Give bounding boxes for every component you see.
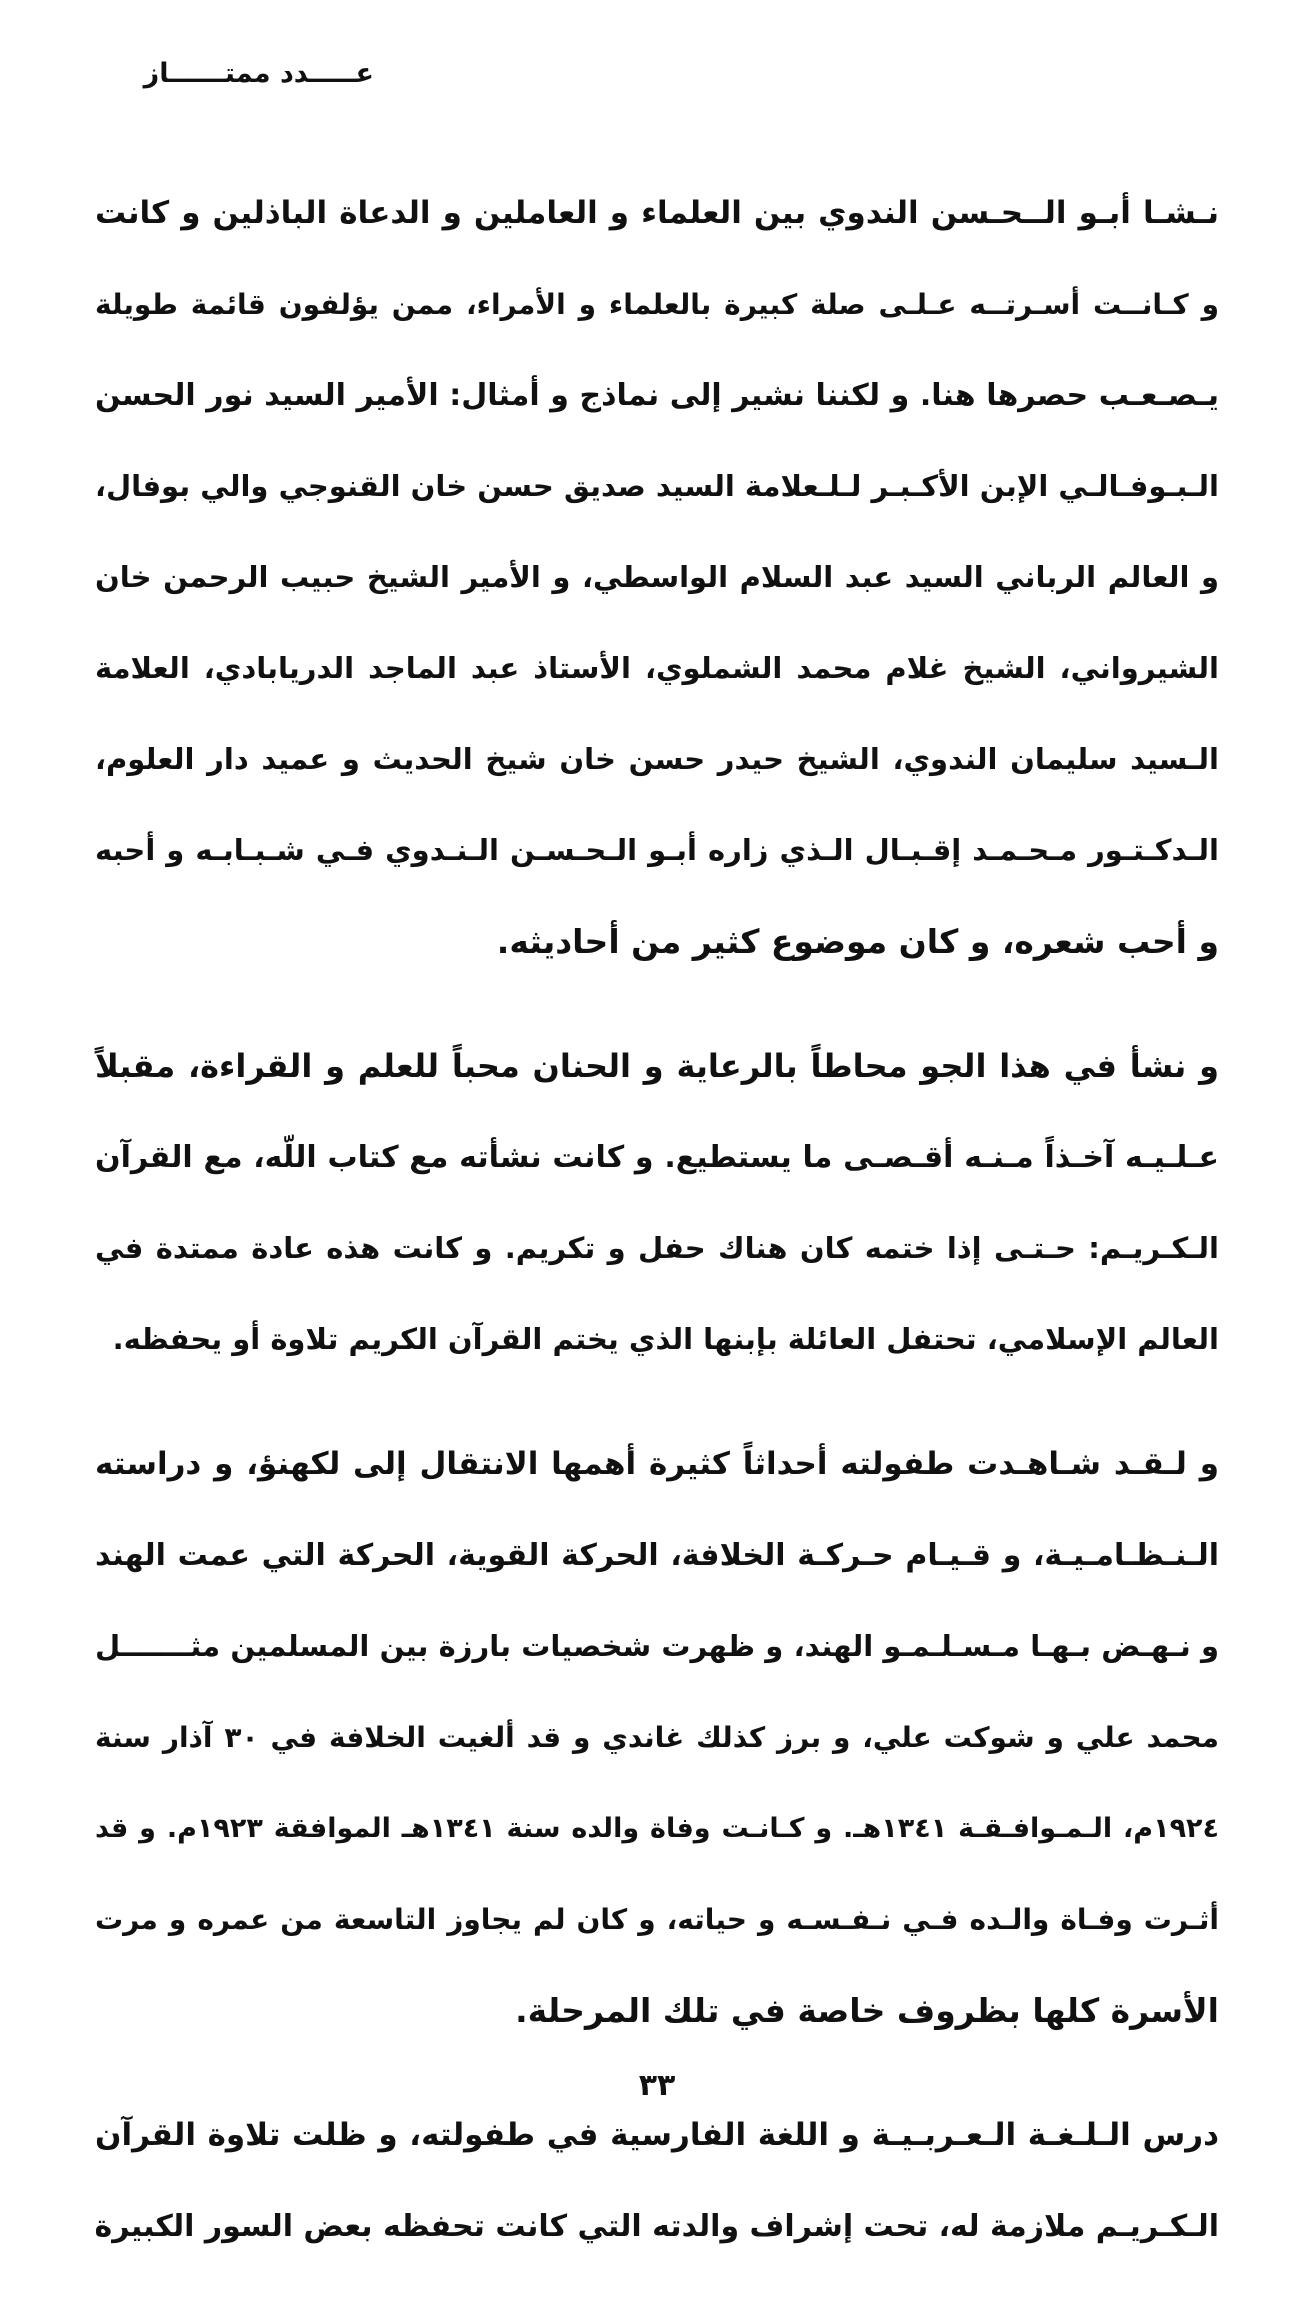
- text-line: و كـانــت أسـرتــه عـلـى صلة كبيرة بالعلماء و الأمراء، ممن يؤلفون قائمة طويلة: [95, 288, 1219, 321]
- text-line: و أحب شعره، و كان موضوع كثير من أحاديثه.: [496, 922, 1219, 961]
- text-line: و نـهـض بـهـا مـسـلـمـو الهند، و ظهرت شخصيات بارزة بين المسلمين مثـــــــل: [95, 1629, 1219, 1663]
- body-text: [95, 168, 1219, 2306]
- text-line: الـنـظـامـيـة، و قـيـام حـركـة الخلافة، الحركة القوية، الحركة التي عمت الهند: [95, 1538, 1219, 1573]
- text-line: الـكـريـم: حـتـى إذا ختمه كان هناك حفل و تكريم. و كانت هذه عادة ممتدة في: [95, 1231, 1219, 1265]
- text-line: الشيرواني، الشيخ غلام محمد الشملوي، الأستاذ عبد الماجد الدريابادي، العلامة: [95, 651, 1219, 685]
- text-line: الأسرة كلها بظروف خاصة في تلك المرحلة.: [515, 1991, 1219, 2030]
- text-line: درس الـلـغـة الـعـربـيـة و اللغة الفارسية في طفولته، و ظلت تلاوة القرآن: [95, 2117, 1219, 2153]
- paragraph-4: [95, 2090, 1219, 2272]
- text-line: يـصـعـب حصرها هنا. و لكننا نشير إلى نماذج و أمثال: الأمير السيد نور الحسن: [95, 378, 1219, 413]
- paragraph-1: [95, 168, 1219, 987]
- text-line: الـكـريـم ملازمة له، تحت إشراف والدته التي كانت تحفظه بعض السور الكبيرة: [94, 2209, 1219, 2244]
- text-line: محمد علي و شوكت علي، و برز كذلك غاندي و قد ألغيت الخلافة في ٣٠ آذار سنة: [95, 1721, 1220, 1754]
- page-number: ٣٣: [638, 2068, 676, 2103]
- text-line: عـلـيـه آخـذاً مـنـه أقـصـى ما يستطيع. و كانت نشأته مع كتاب اللّه، مع القرآن: [95, 1140, 1219, 1175]
- text-line: الـبـوفـالـي الإبن الأكـبـر لـلـعلامة السيد صديق حسن خان القنوجي والي بوفال،: [95, 469, 1219, 503]
- text-line: أثـرت وفـاة والـده فـي نـفـسـه و حياته، و كان لم يجاوز التاسعة من عمره و مرت: [95, 1903, 1219, 1936]
- text-line: الـدكـتـور مـحـمـد إقـبـال الـذي زاره أبـو الـحـسـن الـنـدوي فـي شـبـابـه و أحبه: [95, 833, 1219, 867]
- text-line: و لـقـد شـاهـدت طفولته أحداثاً كثيرة أهمها الانتقال إلى لكهنؤ، و دراسته: [95, 1446, 1219, 1482]
- text-line: الـسيد سليمان الندوي، الشيخ حيدر حسن خان شيخ الحديث و عميد دار العلوم،: [95, 742, 1219, 776]
- paragraph-3: [95, 1419, 1219, 2056]
- text-line: و العالم الرباني السيد عبد السلام الواسطي، و الأمير الشيخ حبيب الرحمن خان: [95, 560, 1219, 594]
- paragraph-2: [95, 1021, 1219, 1385]
- running-header: عـــــدد ممتــــــاز: [143, 58, 374, 89]
- text-line: العالم الإسلامي، تحتفل العائلة بإبنها الذي يختم القرآن الكريم تلاوة أو يحفظه.: [112, 1322, 1219, 1356]
- text-line: نـشـا أبـو الــحـسن الندوي بين العلماء و العاملين و الدعاة الباذلين و كانت: [95, 195, 1219, 231]
- text-line: ١٩٢٤م، الـمـوافـقـة ١٣٤١هـ. و كـانـت وفاة والده سنة ١٣٤١هـ الموافقة ١٩٢٣م. و قد: [95, 1813, 1220, 1844]
- text-line: و نشأ في هذا الجو محاطاً بالرعاية و الحنان محباً للعلم و القراءة، مقبلاً: [95, 1047, 1219, 1085]
